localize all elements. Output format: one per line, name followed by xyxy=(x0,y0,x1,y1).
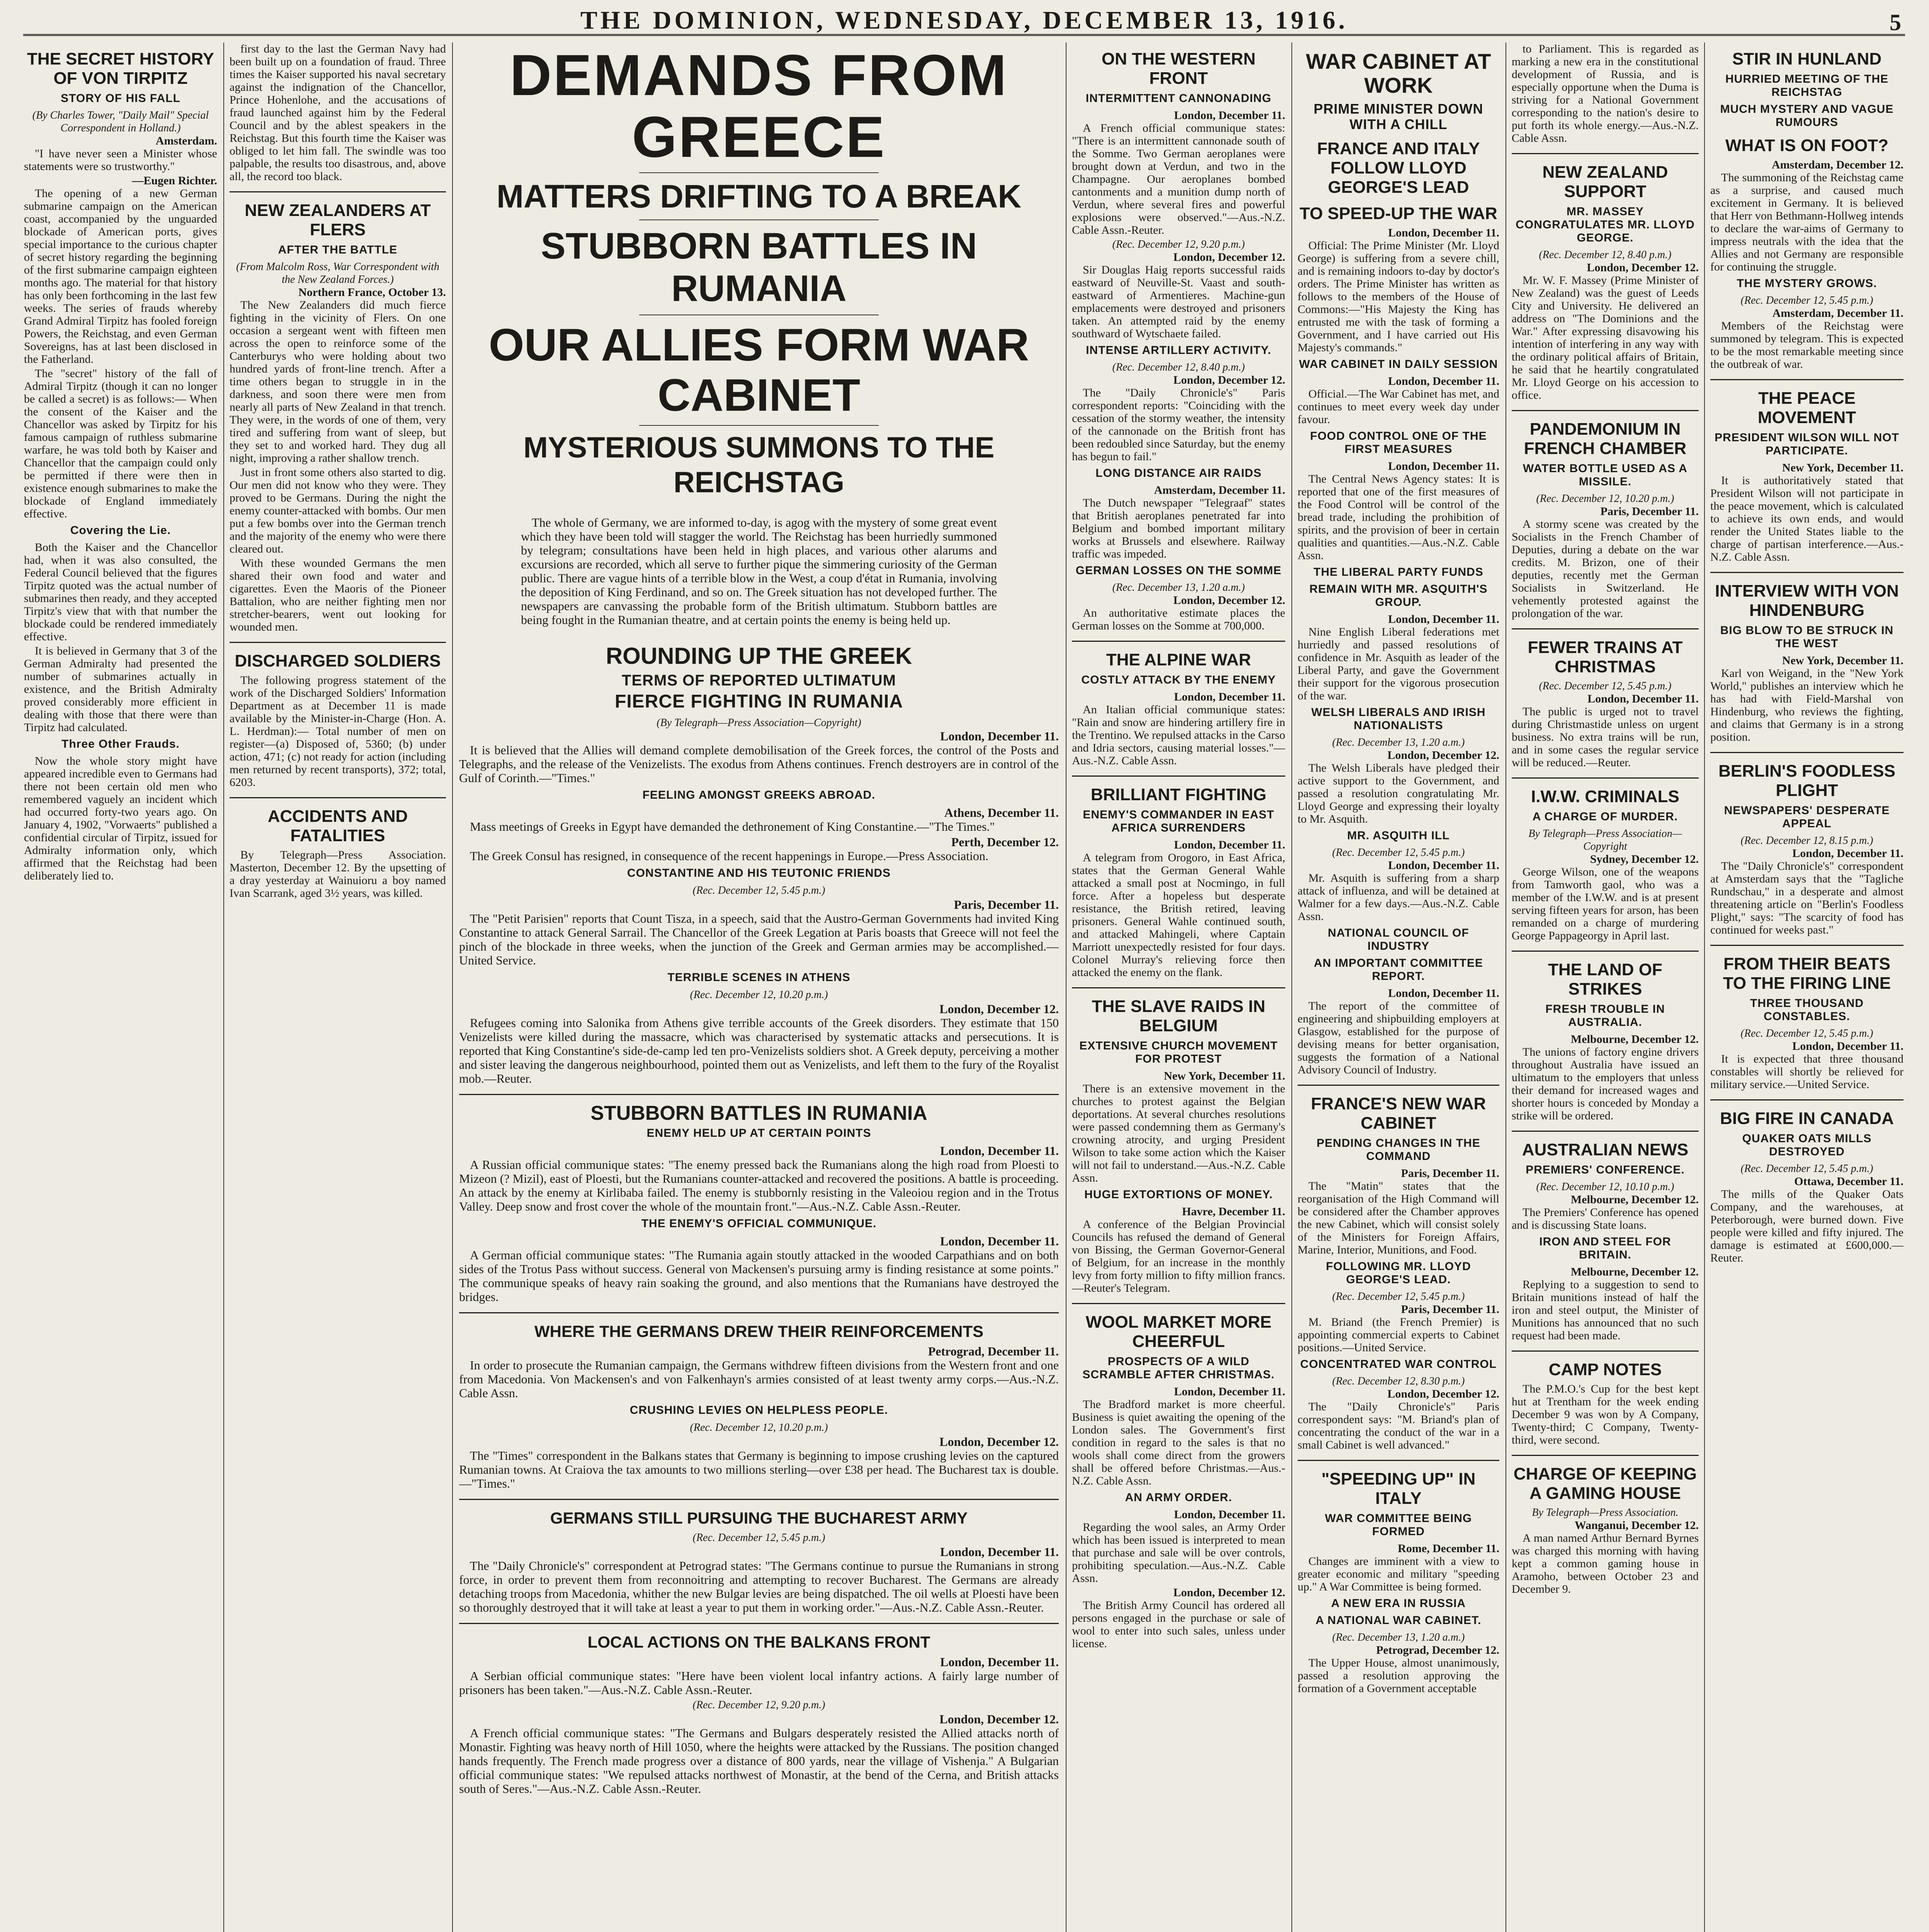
wide-articles xyxy=(459,729,1059,1796)
section-subhead: CONSTANTINE AND HIS TEUTONIC FRIENDS xyxy=(627,867,891,879)
subhead: TERMS OF REPORTED ULTIMATUM xyxy=(622,672,896,689)
article-paragraph: A stormy scene was created by the Socialists in the French Chamber of Deputies, during a debate on the war credits. M. Brizon, one of their deputies, recently met the German Socialists in Switzerland. He vehemently protested against the prolongation of the war. xyxy=(1512,518,1699,620)
divider xyxy=(1512,628,1699,629)
subhead: PENDING CHANGES IN THE COMMAND xyxy=(1317,1137,1480,1163)
dateline: London, December 11. xyxy=(940,1655,1059,1669)
received-line: (Rec. December 12, 8.40 p.m.) xyxy=(1539,249,1672,261)
deck-headline: OUR ALLIES FORM WAR CABINET xyxy=(488,320,1029,421)
credit-line: (By Telegraph—Press Association—Copyright) xyxy=(657,717,861,729)
section-subhead: A NEW ERA IN RUSSIA xyxy=(1331,1597,1466,1610)
divider xyxy=(1512,1455,1699,1456)
dateline: London, December 12. xyxy=(1173,1586,1285,1599)
received-line: (Rec. December 12, 5.45 p.m.) xyxy=(1740,1163,1873,1175)
dateline: New York, December 11. xyxy=(1782,461,1903,474)
article-paragraph: In order to prosecute the Rumanian campaign, the Germans withdrew fifteen divisions from the Western front and one from Macedonia. Von Mackensen's and von Falkenhayn's armies consisted of at least twenty army corps.—Aus.-N.Z. Cable Assn. xyxy=(459,1358,1059,1400)
headline-fire-canada: BIG FIRE IN CANADA xyxy=(1720,1109,1894,1128)
headline-berlin-foodless: BERLIN'S FOODLESS PLIGHT xyxy=(1718,762,1895,800)
section-subhead: INTENSE ARTILLERY ACTIVITY. xyxy=(1086,344,1271,357)
received-line: (Rec. December 12, 5.45 p.m.) xyxy=(1332,847,1465,859)
headline-france-italy: FRANCE AND ITALY FOLLOW LLOYD GEORGE'S LEAD xyxy=(1317,139,1480,197)
article-paragraph: Official.—The War Cabinet has met, and continues to meet every week day under favour. xyxy=(1298,388,1499,426)
headline-speeding-up-italy: "SPEEDING UP" IN ITALY xyxy=(1321,1469,1476,1508)
subhead: QUAKER OATS MILLS DESTROYED xyxy=(1742,1132,1872,1158)
headline-pandemonium: PANDEMONIUM IN FRENCH CHAMBER xyxy=(1524,420,1687,458)
headline-reinforcements: WHERE THE GERMANS DREW THEIR REINFORCEMENTS xyxy=(534,1322,983,1340)
headline-peace-movement: THE PEACE MOVEMENT xyxy=(1757,389,1856,427)
headline-alpine-war: THE ALPINE WAR xyxy=(1106,650,1251,669)
deck-headline: STUBBORN BATTLES IN RUMANIA xyxy=(541,225,977,309)
newspaper-masthead xyxy=(23,7,1905,36)
headline-firing-line: FROM THEIR BEATS TO THE FIRING LINE xyxy=(1723,954,1891,993)
dateline: London, December 11. xyxy=(1174,838,1285,851)
dateline: London, December 11. xyxy=(1792,1040,1903,1053)
dateline: New York, December 11. xyxy=(1782,654,1903,667)
article-paragraph: The opening of a new German submarine campaign on the American coast, accompanied by the unguarded blockade of American ports, gives special importance to the curious chapter of secret history regarding the beginning of the first submarine campaign eighteen months ago. The material for that history has only been forthcoming in the last few weeks. The series of frauds whereby Grand Admiral Tirpitz has fooled foreign Powers, the Reichstag, and even German Sovereigns, has at last been disclosed in the Fatherland. xyxy=(24,187,217,366)
article-paragraph: The P.M.O.'s Cup for the best kept hut at Trentham for the week ending December 9 was won by A Company, Twenty-third; C Company, Twenty-third, were second. xyxy=(1512,1383,1699,1446)
dateline: London, December 11. xyxy=(940,1144,1059,1158)
dateline: Petrograd, December 11. xyxy=(928,1344,1059,1358)
column-rule xyxy=(452,43,453,1932)
dateline: London, December 11. xyxy=(1388,859,1499,872)
article-paragraph: Replying to a suggestion to send to Britain munitions instead of half the iron and steel output, the Minister of Munitions has announced that no such request had been made. xyxy=(1512,1278,1699,1342)
headline-discharged-soldiers: DISCHARGED SOLDIERS xyxy=(235,651,441,670)
subhead: THREE THOUSAND CONSTABLES. xyxy=(1750,997,1864,1023)
dateline: London, December 12. xyxy=(1587,261,1699,274)
section-subhead: FEELING AMONGST GREEKS ABROAD. xyxy=(642,789,876,801)
received-line: (Rec. December 12, 9.20 p.m.) xyxy=(1112,238,1245,250)
article-paragraph: Official: The Prime Minister (Mr. Lloyd George) is suffering from a severe chill, and is remaining indoors to-day by doctor's orders. The Prime Minister has written as follows to the members of the House of Commons:—"His Majesty the King has entrusted me with the task of forming a Government, and I have carried out His Majesty's commands." xyxy=(1298,239,1499,354)
article-paragraph: first day to the last the German Navy had been built up on a foundation of fraud. Three times the Kaiser supported his naval secretary against the indignation of the Chancellor, Prince Hohenlohe, and the accusations of fraud launched against him by the Federal Council and by the ablest speakers in the Reichstag. But this fourth time the Kaiser was obliged to let him fall. The swindle was too palpable, the results too disastrous, and, above all, the record too black. xyxy=(230,43,446,183)
received-line: (Rec. December 13, 1.20 a.m.) xyxy=(1332,736,1465,748)
subhead: A CHARGE OF MURDER. xyxy=(1532,810,1678,823)
article-paragraph: The summoning of the Reichstag came as a surprise, and caused much excitement in Germany. It is believed that Herr von Bethmann-Hollweg intends to declare the war-aims of Germany to impress neutrals with the idea that the Allies and not Germany are responsible for continuing the struggle. xyxy=(1710,171,1903,273)
byline: (From Malcolm Ross, War Correspondent with the New Zealand Forces.) xyxy=(236,261,439,286)
divider xyxy=(459,1623,1059,1624)
headline-war-cabinet: WAR CABINET AT WORK xyxy=(1306,49,1491,97)
deck-headline: MATTERS DRIFTING TO A BREAK xyxy=(497,178,1021,214)
article-paragraph: to Parliament. This is regarded as marking a new era in the constitutional development of Russia, and is especially opportune when the Duma is striving for a National Government corresponding to the nation's desire to put forth its whole energy.—Aus.-N.Z. Cable Assn. xyxy=(1512,43,1699,145)
headline-pursuing: GERMANS STILL PURSUING THE BUCHAREST ARMY xyxy=(550,1509,968,1527)
divider xyxy=(1512,1131,1699,1132)
headline-australian-news: AUSTRALIAN NEWS xyxy=(1522,1140,1689,1159)
article-paragraph: The "Daily Chronicle's" Paris correspondent says: "M. Briand's plan of concentrating the conduct of the war in a small Cabinet is well advanced." xyxy=(1298,1400,1499,1451)
article-paragraph: George Wilson, one of the weapons from Tamworth gaol, who was a member of the I.W.W. and is at present serving fifteen years for arson, has been remanded on a charge of murdering George Pappageorgy in April last. xyxy=(1512,866,1699,942)
column-2 xyxy=(230,43,446,1932)
section-subhead: GERMAN LOSSES ON THE SOMME xyxy=(1075,564,1282,577)
subhead: PRIME MINISTER DOWN WITH A CHILL xyxy=(1313,101,1483,132)
article-paragraph: Now the whole story might have appeared incredible even to Germans had there not been certain old men who remembered vaguely an incident which had occurred forty-two years ago. On January 4, 1902, "Vorwaerts" published a confidential circular of Tirpitz, issued for Admiralty information only, which affirmed that the Reichstag had been deliberately lied to. xyxy=(24,755,217,882)
headline-stubborn-battles: STUBBORN BATTLES IN RUMANIA xyxy=(590,1102,927,1124)
headline-speed-up: TO SPEED-UP THE WAR xyxy=(1300,204,1497,223)
article-paragraph: An Italian official communique states: "Rain and snow are hindering artillery fire in the Trentino. We repulsed attacks in the Carso and Idria sectors, causing material losses."—Aus.-N.Z. Cable Assn. xyxy=(1072,703,1285,767)
divider xyxy=(1710,379,1903,380)
dateline: Havre, December 11. xyxy=(1182,1205,1285,1218)
dateline: Melbourne, December 12. xyxy=(1570,1193,1699,1206)
article-paragraph: The Premiers' Conference has opened and is discussing State loans. xyxy=(1512,1206,1699,1231)
section-subhead: THE ENEMY'S OFFICIAL COMMUNIQUE. xyxy=(641,1217,877,1230)
article-paragraph: A Russian official communique states: "The enemy pressed back the Rumanians along the high road from Ploesti to Mizeon (? Mizil), east of Ploesti, but the Rumanians counter-attacked and recovered the positions. A battle is proceeding. An attack by the enemy at Kirlibaba failed. The enemy is stubbornly resisting in the Valeoiou region and in the Trotus Valley. Deep snow and frost cover the whole of the mountain front."—Aus.-N.Z. Cable Assn.-Reuter. xyxy=(459,1158,1059,1213)
section-subhead: FOOD CONTROL ONE OF THE FIRST MEASURES xyxy=(1310,430,1487,456)
received-line: (Rec. December 12, 9.20 p.m.) xyxy=(692,1699,825,1711)
dateline: Amsterdam, December 12. xyxy=(1771,158,1903,171)
received-line: (Rec. December 12, 5.45 p.m.) xyxy=(692,1532,825,1544)
dateline: London, December 12. xyxy=(1387,749,1499,762)
column-rule xyxy=(1505,43,1506,1932)
article-paragraph: An authoritative estimate places the German losses on the Somme at 700,000. xyxy=(1072,607,1285,632)
headline-gaming-house: CHARGE OF KEEPING A GAMING HOUSE xyxy=(1513,1464,1697,1503)
section-subhead: CRUSHING LEVIES ON HELPLESS PEOPLE. xyxy=(629,1404,888,1417)
article-paragraph: By Telegraph—Press Association. Masterton, December 12. By the upsetting of a dray yesterday at Wainuioru a boy named Ivan Scarrank, aged 3½ years, was killed. xyxy=(230,849,446,900)
article-paragraph: It is expected that three thousand constables will shortly be relieved for military service.—United Service. xyxy=(1710,1053,1903,1091)
dateline: London, December 11. xyxy=(1174,109,1285,122)
article-paragraph: Refugees coming into Salonika from Athens give terrible accounts of the Greek disorders. They estimate that 150 Venizelists were killed during the massacre, which was characterised by systematic attacks and persecutions. It is reported that King Constantine's side-de-camp led ten pro-Venizelists soldiers shot. A Greek deputy, perceiving a mother and sister leaving the dangerous neighbourhood, pointed them out as Venizelists, and left them to the fury of the Royalist mob.—Reuter. xyxy=(459,1016,1059,1085)
divider xyxy=(459,1499,1059,1500)
subhead: ENEMY HELD UP AT CERTAIN POINTS xyxy=(646,1127,871,1139)
section-subhead: NATIONAL COUNCIL OF INDUSTRY xyxy=(1328,927,1469,952)
divider xyxy=(1512,951,1699,952)
intro-text: The whole of Germany, we are informed to-day, is agog with the mystery of some great event which they have been told will stagger the world. The Reichstag has been hurriedly summoned by telegram; consultations have been held in high places, and various other alarums and excursions are recorded, which all serve to further pique the simmering curiosity of the German public. There are vague hints of a terrible blow in the West, a coup d'état in Rumania, involving the deposition of King Ferdinand, and so on. The Greek situation has not developed further. The newspapers are canvassing the probable form of the British ultimatum. Stubborn battles are being fought in the Rumanian theatre, and at certain points the enemy is being held up. xyxy=(521,515,997,627)
section-subhead: THE LIBERAL PARTY FUNDS xyxy=(1313,566,1483,578)
dateline: London, December 11. xyxy=(1587,692,1699,705)
dateline: Melbourne, December 12. xyxy=(1570,1265,1699,1278)
dateline: Rome, December 11. xyxy=(1398,1542,1499,1555)
headline-fewer-trains: FEWER TRAINS AT CHRISTMAS xyxy=(1528,638,1683,676)
dateline: Perth, December 12. xyxy=(951,835,1059,849)
received-line: (Rec. December 12, 8.30 p.m.) xyxy=(1332,1375,1465,1387)
dateline: Melbourne, December 12. xyxy=(1570,1033,1699,1046)
page-number: 5 xyxy=(1890,10,1901,35)
subhead: PREMIERS' CONFERENCE. xyxy=(1526,1163,1685,1176)
article-paragraph: The "Matin" states that the reorganisation of the High Command will be considered after the Chamber approves the new Cabinet, which will consist solely of the Ministers for Foreign Affairs, Marine, Interior, Munitions, and Food. xyxy=(1298,1180,1499,1256)
subhead: MUCH MYSTERY AND VAGUE RUMOURS xyxy=(1720,103,1894,129)
subhead: COSTLY ATTACK BY THE ENEMY xyxy=(1081,673,1276,686)
divider xyxy=(230,191,446,192)
headline-western-front: ON THE WESTERN FRONT xyxy=(1101,49,1256,88)
dateline: London, December 11. xyxy=(1174,1385,1285,1398)
article-paragraph: The unions of factory engine drivers throughout Australia have issued an ultimatum to the employers that unless their demand for increased wages and shorter hours is conceded by Monday a strike will be ordered. xyxy=(1512,1046,1699,1122)
divider xyxy=(459,1312,1059,1313)
deck-headline: MYSTERIOUS SUMMONS TO THE REICHSTAG xyxy=(523,431,995,499)
dateline: Paris, December 11. xyxy=(1401,1167,1499,1180)
divider xyxy=(1072,1303,1285,1304)
column-rule xyxy=(1066,43,1067,1932)
section-subhead: IRON AND STEEL FOR BRITAIN. xyxy=(1539,1235,1671,1261)
section-subhead: Covering the Lie. xyxy=(70,524,171,537)
section-subhead: REMAIN WITH MR. ASQUITH'S GROUP. xyxy=(1309,583,1488,609)
article-paragraph: A German official communique states: "The Rumania again stoutly attacked in the wooded Carpathians and on both sides of the Trotus Pass without success. General von Mackensen's pursuing army is finding resistance at some points." The communique speaks of heavy rain soaking the ground, and also mentions that the Rumanians have destroyed the bridges. xyxy=(459,1248,1059,1304)
subhead: NEWSPAPERS' DESPERATE APPEAL xyxy=(1724,804,1890,830)
dateline: London, December 11. xyxy=(1388,375,1499,388)
dateline: Paris, December 11. xyxy=(1600,505,1699,518)
headline-nz-at-flers: NEW ZEALANDERS AT FLERS xyxy=(245,201,431,239)
column-rule xyxy=(1704,43,1705,1932)
article-paragraph: Sir Douglas Haig reports successful raids eastward of Neuville-St. Vaast and south-eastward of Armentieres. Machine-gun emplacements were destroyed and prisoners taken. An attempted raid by the enemy southward of Wytschaete failed. xyxy=(1072,264,1285,340)
headline-slave-raids: THE SLAVE RAIDS IN BELGIUM xyxy=(1092,997,1266,1035)
dateline: Amsterdam, December 11. xyxy=(1154,484,1285,497)
headline-iww: I.W.W. CRIMINALS xyxy=(1531,787,1679,806)
byline: (By Charles Tower, "Daily Mail" Special Correspondent in Holland.) xyxy=(32,109,209,134)
received-line: (Rec. December 13, 1.20 a.m.) xyxy=(1332,1631,1465,1643)
section-subhead: AN IMPORTANT COMMITTEE REPORT. xyxy=(1313,957,1483,983)
subhead: EXTENSIVE CHURCH MOVEMENT FOR PROTEST xyxy=(1079,1039,1278,1065)
article-paragraph: The mills of the Quaker Oats Company, and the warehouses, at Peterborough, were burned down. Five people were killed and fifty injured. The damage is estimated at £600,000.—Reuter. xyxy=(1710,1188,1903,1264)
section-subhead: WELSH LIBERALS AND IRISH NATIONALISTS xyxy=(1311,706,1486,732)
headline-france-war-cabinet: FRANCE'S NEW WAR CABINET xyxy=(1311,1094,1486,1133)
received-line: (Rec. December 12, 5.45 p.m.) xyxy=(1740,294,1873,306)
article-paragraph: The British Army Council has ordered all persons engaged in the purchase or sale of wool to enter into such sales, unless under license. xyxy=(1072,1599,1285,1650)
article-paragraph: It is believed in Germany that 3 of the German Admiralty had presented the number of submarines actually in existence, and the British Admiralty proved considerably more efficient in dealing with those that there were than Tirpitz had calculated. xyxy=(24,645,217,734)
divider xyxy=(1072,776,1285,777)
section-subhead: MR. ASQUITH ILL xyxy=(1347,829,1450,842)
main-headline: DEMANDS FROM GREECE xyxy=(510,43,1008,169)
dateline: London, December 11. xyxy=(1388,226,1499,239)
dateline: London, December 12. xyxy=(939,1002,1059,1016)
article-paragraph: The Central News Agency states: It is reported that one of the first measures of the Food Control will be control of the bread trade, including the prohibition of spirits, and the provision of beer in certain qualities and quantities.—Aus.-N.Z. Cable Assn. xyxy=(1298,473,1499,562)
article-paragraph: The New Zealanders did much fierce fighting in the vicinity of Flers. On one occasion a sergeant went with fifteen men across the open to reinforce some of the Canterburys who were holding about two hundred yards of front-line trench. After a time others began to struggle in in the darkness, and soon there were men from nearly all parts of New Zealand in that trench. They were, in the words of one of them, very tired and suffering from want of sleep, but they set to and worked hard. They dug all night, improving a rather shallow trench. xyxy=(230,299,446,464)
section-subhead: AN ARMY ORDER. xyxy=(1125,1491,1232,1504)
quote: "I have never seen a Minister whose statements were so trustworthy." xyxy=(24,147,217,173)
subhead: PRESIDENT WILSON WILL NOT PARTICIPATE. xyxy=(1715,431,1899,457)
section-subhead: CONCENTRATED WAR CONTROL xyxy=(1300,1358,1497,1371)
article-paragraph: Regarding the wool sales, an Army Order which has been issued is interpreted to mean that purchase and sale will be over controls, prohibiting speculation.—Aus.-N.Z. Cable Assn. xyxy=(1072,1521,1285,1585)
divider xyxy=(1710,752,1903,753)
subhead: WATER BOTTLE USED AS A MISSILE. xyxy=(1523,462,1687,488)
divider xyxy=(1072,641,1285,642)
credit-line: By Telegraph—Press Association. xyxy=(1532,1507,1679,1519)
article-paragraph: Karl von Weigand, in the "New York World," publishes an interview which he has had with Field-Marshal von Hindenburg, who reviews the fighting, and claims that Germany is in a strong position. xyxy=(1710,667,1903,743)
column-rule xyxy=(223,43,224,1932)
divider xyxy=(1512,153,1699,154)
divider xyxy=(1710,1099,1903,1100)
section-subhead: TERRIBLE SCENES IN ATHENS xyxy=(667,971,851,984)
dateline: New York, December 11. xyxy=(1164,1070,1285,1082)
received-line: (Rec. December 12, 5.45 p.m.) xyxy=(692,884,825,896)
article-paragraph: The "Daily Chronicle's" Paris correspondent reports: "Coinciding with the cessation of the stormy weather, the intensity of the cannonade on the British front has been redoubled since Saturday, but the enemy has begun to fail." xyxy=(1072,386,1285,463)
divider xyxy=(639,425,879,426)
received-line: (Rec. December 12, 5.45 p.m.) xyxy=(1740,1027,1873,1039)
dateline: London, December 11. xyxy=(1388,460,1499,473)
divider xyxy=(1512,777,1699,779)
headline-rounding-up: ROUNDING UP THE GREEK xyxy=(606,643,912,669)
received-line: (Rec. December 13, 1.20 a.m.) xyxy=(1112,582,1245,594)
received-line: (Rec. December 12, 10.10 p.m.) xyxy=(1536,1181,1674,1193)
article-paragraph: Both the Kaiser and the Chancellor had, when it was also consulted, the Federal Council believed that the figures Tirpitz quoted was the actual number of submarines then ready, and they accepted Tirpitz's view that with that number the blockade could be rendered immediately effective. xyxy=(24,541,217,643)
dateline: Paris, December 11. xyxy=(1401,1303,1499,1316)
article-paragraph: The Welsh Liberals have pledged their active support to the Government, and passed a resolution congratulating Mr. Lloyd George and expressing their loyalty to Mr. Asquith. xyxy=(1298,762,1499,825)
divider xyxy=(1710,945,1903,946)
subhead: FRESH TROUBLE IN AUSTRALIA. xyxy=(1545,1003,1665,1029)
dateline: London, December 12. xyxy=(939,1435,1059,1449)
article-paragraph: There is an extensive movement in the churches to protest against the Belgian deportations. At several churches resolutions were passed condemning them as Germany's crowning atrocity, and urging President Wilson to take some action which the Kaiser will not fail to understand.—Aus.-N.Z. Cable Assn. xyxy=(1072,1082,1285,1184)
article-paragraph: A French official communique states: "There is an intermittent cannonade south of the Somme. Two German aeroplanes were brought down at Verdun, and two in the Champagne. Our aeroplanes bombed cantonments and a munition dump north of Verdun, where several fires and powerful explosions were observed."—Aus.-N.Z. Cable Assn.-Reuter. xyxy=(1072,122,1285,236)
divider xyxy=(230,797,446,798)
dateline: Athens, December 11. xyxy=(944,806,1059,820)
subhead: ENEMY'S COMMANDER IN EAST AFRICA SURRENDERS xyxy=(1083,808,1274,834)
section-subhead: FOLLOWING MR. LLOYD GEORGE'S LEAD. xyxy=(1326,1260,1471,1286)
article-paragraph: Mass meetings of Greeks in Egypt have demanded the dethronement of King Constantine.—"The Times." xyxy=(470,820,995,833)
dateline: London, December 12. xyxy=(1387,1388,1499,1400)
headline-hindenburg: INTERVIEW WITH VON HINDENBURG xyxy=(1715,582,1899,620)
subhead: FIERCE FIGHTING IN RUMANIA xyxy=(615,691,903,712)
article-paragraph: Mr. W. F. Massey (Prime Minister of New Zealand) was the guest of Leeds City and University. He delivered an address on "The Dominions and the War." After expressing disavowing his intention of interfering in any way with the ordinary political affairs of Britain, he said that he heartily congratulated Mr. Lloyd George on his accession to office. xyxy=(1512,274,1699,401)
article-paragraph: The following progress statement of the work of the Discharged Soldiers' Information Department as at December 11 is made available by the Minister-in-Charge (Hon. A. L. Herdman):— Total number of men on register—(a) Disposed of, 5360; (b) under action, 471; (c) not ready for action (including men returned by recent transports), 372; total, 6203. xyxy=(230,674,446,789)
article-paragraph: The "Daily Chronicle's" correspondent at Petrograd states: "The Germans continue to pursue the Rumanians in strong force, in order to prevent them from reconnoitring and attempting to recover Bucharest. The Germans are already detaching troops from Macedonia, whither the new Bulgar levies are being dispatched. The oil wells at Ploesti have been so thoroughly destroyed that it will take at least a year to put them in working order."—Aus.-N.Z. Cable Assn.-Reuter. xyxy=(459,1559,1059,1614)
article-paragraph: The public is urged not to travel during Christmastide unless on urgent business. No extra trains will be run, and in some cases the regular service will be reduced.—Reuter. xyxy=(1512,705,1699,769)
credit-line: By Telegraph—Press Association—Copyright xyxy=(1528,828,1682,852)
dateline: London, December 11. xyxy=(1792,847,1903,860)
dateline: London, December 12. xyxy=(939,1712,1059,1726)
masthead-title: THE DOMINION, WEDNESDAY, DECEMBER 13, 1916. xyxy=(580,6,1348,34)
article-paragraph: The Greek Consul has resigned, in consequence of the recent happenings in Europe.—Press Association. xyxy=(470,849,988,863)
article-paragraph: It is believed that the Allies will demand complete demobilisation of the Greek forces, the control of the Posts and Telegraphs, and the release of the Venizelists. The exodus from Athens continues. French destroyers are in control of the Gulf of Corinth.—"Times." xyxy=(459,743,1059,785)
received-line: (Rec. December 12, 5.45 p.m.) xyxy=(1539,680,1672,692)
subhead: BIG BLOW TO BE STRUCK IN THE WEST xyxy=(1720,624,1894,650)
received-line: (Rec. December 12, 8.40 p.m.) xyxy=(1112,361,1245,373)
article-paragraph: The Bradford market is more cheerful. Business is quiet awaiting the opening of the London sales. The Government's first condition in regard to the sales is that no wools shall come direct from the growers shall be offered before Christmas.—Aus.-N.Z. Cable Assn. xyxy=(1072,1398,1285,1487)
article-paragraph: Changes are imminent with a view to greater economic and military "speeding up." A War Committee is being formed. xyxy=(1298,1555,1499,1593)
received-line: (Rec. December 12, 10.20 p.m.) xyxy=(690,989,828,1001)
column-8 xyxy=(1710,43,1903,1932)
dateline: Paris, December 11. xyxy=(954,898,1059,912)
column-5 xyxy=(1072,43,1285,1932)
wide-column-greece xyxy=(459,43,1059,1932)
divider xyxy=(459,1094,1059,1095)
dateline: London, December 11. xyxy=(1388,987,1499,1000)
article-paragraph: Members of the Reichstag were summoned by telegram. This is expected to be the most remarkable meeting since the outbreak of war. xyxy=(1710,320,1903,371)
article-paragraph: The Dutch newspaper "Telegraaf" states that British aeroplanes penetrated far into Belgium and bombed important military works at Brussels and elsewhere. Railway traffic was impeded. xyxy=(1072,497,1285,560)
dateline: London, December 12. xyxy=(1173,251,1285,264)
article-paragraph: A French official communique states: "The Germans and Bulgars desperately resisted the Allied attacks north of Monastir. Fighting was heavy north of Hill 1050, where the heights were attacked by the Russians. The position changed hands frequently. The French made progress over a distance of 800 yards, near the village of Vishenja." A Bulgarian official communique states: "We repulsed attacks northwest of Monastir, at the bend of the Cerna, and British attacks south of Seres."—Aus.-N.Z. Cable Assn.-Reuter. xyxy=(459,1726,1059,1796)
article-paragraph: A man named Arthur Bernard Byrnes was charged this morning with having kept a common gaming house in Aramoho, between October 23 and December 9. xyxy=(1512,1532,1699,1595)
section-subhead: A NATIONAL WAR CABINET. xyxy=(1315,1614,1482,1627)
column-7 xyxy=(1512,43,1699,1932)
divider xyxy=(230,642,446,643)
headline-camp-notes: CAMP NOTES xyxy=(1548,1360,1662,1379)
dateline: Ottawa, December 11. xyxy=(1794,1175,1903,1188)
dateline: London, December 11. xyxy=(1174,690,1285,703)
intro-paragraph xyxy=(521,515,997,627)
subhead: INTERMITTENT CANNONADING xyxy=(1085,92,1272,105)
divider xyxy=(1512,1350,1699,1352)
article-paragraph: Just in front some others also started to dig. Our men did not know who they were. They proved to be Germans. During the night the enemy counter-attacked with bombs. Our men put a few bombs over into the German trench and the majority of the enemy who were there cleared out. xyxy=(230,466,446,555)
article-paragraph: It is authoritatively stated that President Wilson will not participate in the peace movement, which is calculated to achieve its own ends, and would render the United States liable to the charge of partisan interference.—Aus.-N.Z. Cable Assn. xyxy=(1710,474,1903,563)
headline-balkans: LOCAL ACTIONS ON THE BALKANS FRONT xyxy=(587,1633,930,1651)
column-rule xyxy=(1291,43,1292,1932)
dateline: Petrograd, December 12. xyxy=(1376,1644,1499,1656)
headline-brilliant-fighting: BRILLIANT FIGHTING xyxy=(1090,785,1267,804)
article-paragraph: The report of the committee of engineering and shipbuilding employers at Glasgow, established for the purpose of devising means for better organisation, suggests the formation of a National Advisory Council of Industry. xyxy=(1298,1000,1499,1076)
received-line: (Rec. December 12, 8.15 p.m.) xyxy=(1740,835,1873,847)
article-paragraph: The Upper House, almost unanimously, passed a resolution approving the formation of a Government acceptable xyxy=(1298,1656,1499,1695)
quote-attribution: —Eugen Richter. xyxy=(132,174,217,187)
dateline: London, December 11. xyxy=(940,1545,1059,1559)
dateline: Wanganui, December 12. xyxy=(1574,1519,1699,1532)
headline-tirpitz: THE SECRET HISTORY OF VON TIRPITZ xyxy=(27,49,214,88)
column-6 xyxy=(1298,43,1499,1932)
dateline: Sydney, December 12. xyxy=(1590,853,1699,866)
divider xyxy=(639,172,879,173)
subhead: AFTER THE BATTLE xyxy=(278,243,398,256)
dateline: London, December 11. xyxy=(940,1234,1059,1248)
dateline: Amsterdam. xyxy=(155,134,217,147)
article-paragraph: Nine English Liberal federations met hurriedly and passed resolutions of confidence in Mr. Asquith as leader of the Liberal Party, and gave the Government their support for the vigorous prosecution of the war. xyxy=(1298,626,1499,702)
headline-land-of-strikes: THE LAND OF STRIKES xyxy=(1548,960,1662,998)
dateline: London, December 12. xyxy=(1173,374,1285,386)
divider xyxy=(1710,572,1903,573)
article-paragraph: M. Briand (the French Premier) is appointing commercial experts to Cabinet positions.—United Service. xyxy=(1298,1316,1499,1354)
dateline: Northern France, October 13. xyxy=(298,286,446,299)
dateline: London, December 11. xyxy=(1388,613,1499,626)
article-paragraph: The "Times" correspondent in the Balkans states that Germany is beginning to impose crushing levies on the captured Rumanian towns. At Craiova the tax amounts to two millions sterling—over £38 per head. The Bucharest tax is double.—"Times." xyxy=(459,1449,1059,1490)
article-paragraph: A Serbian official communique states: "Here have been violent local infantry actions. A fairly large number of prisoners has been taken."—Aus.-N.Z. Cable Assn.-Reuter. xyxy=(459,1669,1059,1697)
section-subhead: Three Other Frauds. xyxy=(61,738,180,750)
subhead: WAR COMMITTEE BEING FORMED xyxy=(1325,1512,1472,1538)
headline-what-is-on-foot: WHAT IS ON FOOT? xyxy=(1725,136,1889,155)
received-line: (Rec. December 12, 5.45 p.m.) xyxy=(1332,1291,1465,1303)
divider xyxy=(1072,987,1285,988)
headline-nz-support: NEW ZEALAND SUPPORT xyxy=(1542,163,1668,201)
subhead: MR. MASSEY CONGRATULATES MR. LLOYD GEORGE. xyxy=(1516,205,1695,244)
divider xyxy=(639,219,879,220)
dateline: London, December 11. xyxy=(940,729,1059,743)
section-subhead: HUGE EXTORTIONS OF MONEY. xyxy=(1084,1188,1273,1201)
dateline: London, December 12. xyxy=(1173,594,1285,607)
article-paragraph: A telegram from Orogoro, in East Africa, states that the German General Wahle attacked a small post at Nocmingo, in full force. After a hopeless but desperate resistance, the British retired, leaving prisoners. General Wahle continued south, and attacked Mahingeli, where Captain Marriott unexpectedly resisted for four days. Colonel Murray's relieving force then attacked the enemy on the flank. xyxy=(1072,851,1285,979)
article-paragraph: With these wounded Germans the men shared their own food and water and cigarettes. Even the Maoris of the Pioneer Battalion, who are neither fighting men nor stretcher-bearers, went out looking for wounded men. xyxy=(230,557,446,633)
divider xyxy=(1298,1085,1499,1086)
section-subhead: WAR CABINET IN DAILY SESSION xyxy=(1299,358,1498,371)
divider xyxy=(1512,410,1699,411)
dateline: Amsterdam, December 11. xyxy=(1772,307,1903,320)
article-paragraph: A conference of the Belgian Provincial Councils has refused the demand of General von Bissing, the German Governor-General of Belgium, for an increase in the monthly levy from forty million to fifty million francs.—Reuter's Telegram. xyxy=(1072,1218,1285,1294)
article-paragraph: The "secret" history of the fall of Admiral Tirpitz (though it can no longer be called a secret) is as follows:— When the consent of the Kaiser and the Chancellor was asked by Tirpitz for his famous campaign of ruthless submarine warfare, he was told both by Kaiser and Chancellor that the campaign could only be permitted if there were then in existence enough submarines to make the blockade of England immediately effective. xyxy=(24,367,217,520)
headline-wool-market: WOOL MARKET MORE CHEERFUL xyxy=(1085,1313,1272,1351)
headline-stir-in-hunland: STIR IN HUNLAND xyxy=(1732,49,1882,68)
headline-accidents: ACCIDENTS AND FATALITIES xyxy=(267,807,408,845)
article-paragraph: Mr. Asquith is suffering from a sharp attack of influenza, and will be detained at Walmer for a few days.—Aus.-N.Z. Cable Assn. xyxy=(1298,872,1499,923)
column-1 xyxy=(24,43,217,1932)
subhead: HURRIED MEETING OF THE REICHSTAG xyxy=(1725,73,1888,99)
dateline: London, December 11. xyxy=(1174,1508,1285,1521)
section-subhead: LONG DISTANCE AIR RAIDS xyxy=(1095,467,1262,480)
article-paragraph: The "Daily Chronicle's" correspondent at Amsterdam says that the "Tagliche Rundschau," in a desperate and almost threatening article on "Berlin's Foodless Plight," says: "The scarcity of food has continued for weeks past." xyxy=(1710,860,1903,936)
divider xyxy=(1298,1460,1499,1461)
received-line: (Rec. December 12, 10.20 p.m.) xyxy=(1536,493,1674,505)
article-paragraph: The "Petit Parisien" reports that Count Tisza, in a speech, said that the Austro-German Governments had invited King Constantine to attack General Sarrail. The Chancellor of the Greek Legation at Paris boasts that Greece will not feel the pinch of the blockade in three weeks, when the junction of the Greek and German armies may be accomplished.—United Service. xyxy=(459,912,1059,967)
section-subhead: THE MYSTERY GROWS. xyxy=(1737,277,1877,290)
subhead: PROSPECTS OF A WILD SCRAMBLE AFTER CHRISTMAS. xyxy=(1082,1355,1275,1381)
subhead-story-of-fall: STORY OF HIS FALL xyxy=(61,92,180,105)
received-line: (Rec. December 12, 10.20 p.m.) xyxy=(690,1422,828,1434)
